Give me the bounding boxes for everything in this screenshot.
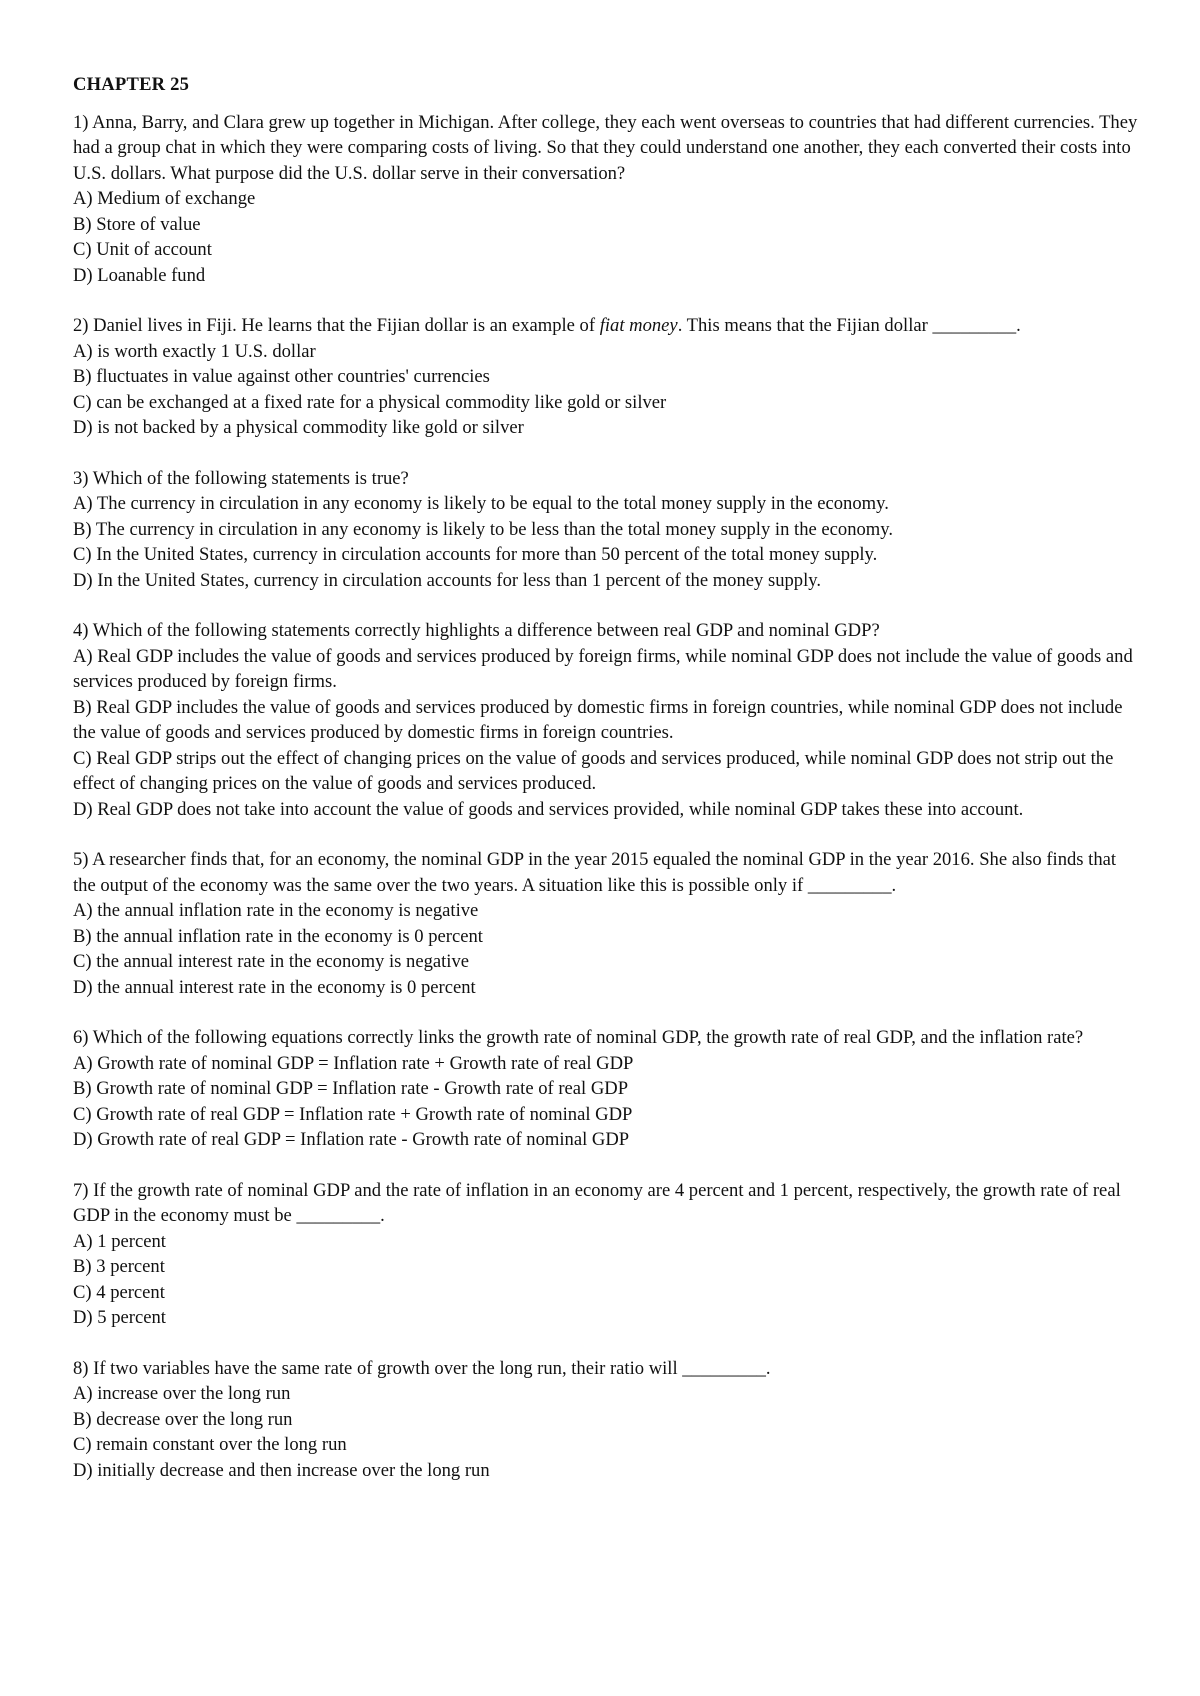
answer-options xyxy=(73,1229,1143,1331)
option-b: B) fluctuates in value against other countries' currencies xyxy=(73,366,490,387)
option-a: A) the annual inflation rate in the economy is negative xyxy=(73,900,479,921)
document-page xyxy=(73,72,1143,1508)
option-a: A) Real GDP includes the value of goods and services produced by foreign firms, while nominal GDP does not include the value of goods and services produced by foreign firms. xyxy=(73,645,1133,692)
answer-options xyxy=(73,1051,1143,1153)
question-2 xyxy=(73,313,1143,441)
question-text-end: . This means that the Fijian dollar _________. xyxy=(677,315,1021,336)
question-text: 8) If two variables have the same rate of growth over the long run, their ratio will _________. xyxy=(73,1357,771,1379)
question-4 xyxy=(73,618,1143,822)
option-c: C) remain constant over the long run xyxy=(73,1434,347,1455)
option-c: C) 4 percent xyxy=(73,1281,165,1303)
option-a: A) 1 percent xyxy=(73,1230,166,1252)
question-text: 4) Which of the following statements correctly highlights a difference between real GDP and nominal GDP? xyxy=(73,620,880,641)
option-a: A) Medium of exchange xyxy=(73,188,256,209)
option-c: C) Growth rate of real GDP = Inflation rate + Growth rate of nominal GDP xyxy=(73,1103,633,1125)
option-d: D) Growth rate of real GDP = Inflation rate - Growth rate of nominal GDP xyxy=(73,1129,630,1150)
question-3 xyxy=(73,466,1143,594)
option-c: C) Unit of account xyxy=(73,239,212,260)
answer-options xyxy=(73,1381,1143,1483)
option-a: A) Growth rate of nominal GDP = Inflation rate + Growth rate of real GDP xyxy=(73,1052,634,1074)
option-a: A) increase over the long run xyxy=(73,1383,291,1404)
option-b: B) 3 percent xyxy=(73,1256,165,1277)
option-c: C) In the United States, currency in circulation accounts for more than 50 percent of the total money supply. xyxy=(73,544,878,565)
question-5 xyxy=(73,847,1143,1000)
option-c: C) Real GDP strips out the effect of changing prices on the value of goods and services produced, while nominal GDP does not strip out the effect of changing prices on the value of goods and services produced. xyxy=(73,747,1114,794)
option-c: C) the annual interest rate in the economy is negative xyxy=(73,951,470,972)
question-text: 6) Which of the following equations correctly links the growth rate of nominal GDP, the growth rate of real GDP, and the inflation rate? xyxy=(73,1027,1084,1048)
option-b: B) the annual inflation rate in the economy is 0 percent xyxy=(73,925,483,947)
option-d: D) 5 percent xyxy=(73,1307,166,1328)
option-b: B) Store of value xyxy=(73,213,201,235)
option-b: B) The currency in circulation in any economy is likely to be less than the total money supply in the economy. xyxy=(73,518,893,540)
option-c: C) can be exchanged at a fixed rate for a physical commodity like gold or silver xyxy=(73,391,667,413)
option-d: D) In the United States, currency in circulation accounts for less than 1 percent of the money supply. xyxy=(73,569,821,591)
answer-options xyxy=(73,339,1143,441)
question-text-start: 2) Daniel lives in Fiji. He learns that the Fijian dollar is an example of xyxy=(73,315,600,336)
option-d: D) Real GDP does not take into account the value of goods and services provided, while nominal GDP takes these into account. xyxy=(73,798,1024,820)
question-8 xyxy=(73,1356,1143,1484)
option-d: D) the annual interest rate in the economy is 0 percent xyxy=(73,976,476,998)
question-1 xyxy=(73,110,1143,289)
option-b: B) decrease over the long run xyxy=(73,1408,293,1430)
option-d: D) initially decrease and then increase over the long run xyxy=(73,1459,490,1481)
question-6 xyxy=(73,1025,1143,1153)
answer-options xyxy=(73,898,1143,1000)
question-7 xyxy=(73,1178,1143,1331)
option-a: A) The currency in circulation in any economy is likely to be equal to the total money supply in the economy. xyxy=(73,493,889,514)
question-text-italic-term: fiat money xyxy=(599,315,678,336)
answer-options xyxy=(73,186,1143,288)
chapter-title: CHAPTER 25 xyxy=(73,74,190,95)
option-d: D) Loanable fund xyxy=(73,264,206,286)
answer-options xyxy=(73,644,1143,823)
option-b: B) Growth rate of nominal GDP = Inflation rate - Growth rate of real GDP xyxy=(73,1078,629,1099)
question-text: 1) Anna, Barry, and Clara grew up together in Michigan. After college, they each went overseas to countries that had different currencies. They had a group chat in which they were comparing costs of living. So that they could understand one another, they each converted their costs into U.S. dollars. What purpose did the U.S. dollar serve in their conversation? xyxy=(73,111,1138,184)
question-text: 3) Which of the following statements is true? xyxy=(73,467,409,489)
option-a: A) is worth exactly 1 U.S. dollar xyxy=(73,340,316,362)
question-text: 7) If the growth rate of nominal GDP and the rate of inflation in an economy are 4 percent and 1 percent, respectively, the growth rate of real GDP in the economy must be _________. xyxy=(73,1179,1121,1226)
option-b: B) Real GDP includes the value of goods and services produced by domestic firms in foreign countries, while nominal GDP does not include the value of goods and services produced by domestic firms in foreign countries. xyxy=(73,696,1123,743)
question-text xyxy=(73,313,1143,339)
question-text: 5) A researcher finds that, for an economy, the nominal GDP in the year 2015 equaled the nominal GDP in the year 2016. She also finds that the output of the economy was the same over the two years. A situation like this is possible only if _________. xyxy=(73,849,1117,896)
option-d: D) is not backed by a physical commodity like gold or silver xyxy=(73,417,524,438)
answer-options xyxy=(73,491,1143,593)
